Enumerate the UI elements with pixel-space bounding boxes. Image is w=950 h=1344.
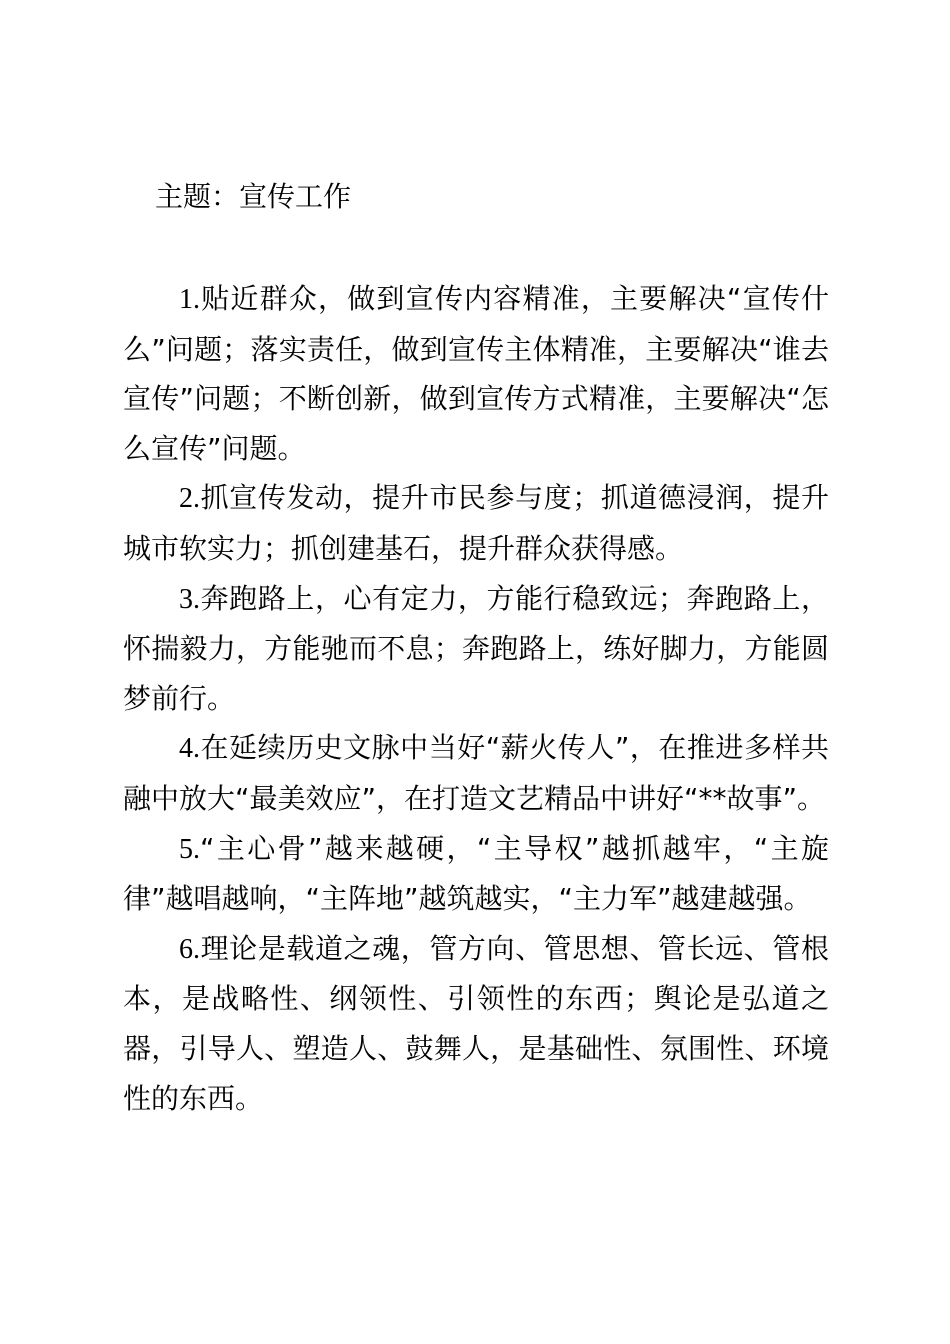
document-title: 主题：宣传工作 [155, 180, 352, 213]
paragraph-number: 5. [179, 833, 200, 865]
document-body [123, 274, 829, 1123]
paragraph-text: “主心骨”越来越硬，“主导权”越抓越牢，“主旋律”越唱越响，“主阵地”越筑越实，“主力军”越建越强。 [123, 831, 829, 916]
paragraph-number: 6. [179, 933, 200, 965]
paragraph-number: 2. [179, 483, 200, 515]
paragraph-text: 贴近群众，做到宣传内容精准，主要解决“宣传什么”问题；落实责任，做到宣传主体精准，主要解决“谁去宣传”问题；不断创新，做到宣传方式精准，主要解决“怎么宣传”问题。 [123, 282, 829, 465]
paragraph-text: 奔跑路上，心有定力，方能行稳致远；奔跑路上，怀揣毅力，方能驰而不息；奔跑路上，练好脚力，方能圆梦前行。 [123, 581, 829, 715]
paragraph-6 [123, 924, 829, 1123]
paragraph-text: 抓宣传发动，提升市民参与度；抓道德浸润，提升城市软实力；抓创建基石，提升群众获得感。 [123, 481, 829, 565]
paragraph-5 [123, 824, 829, 924]
paragraph-1 [123, 274, 829, 473]
paragraph-3 [123, 574, 829, 724]
paragraph-number: 1. [179, 284, 200, 315]
paragraph-text: 在延续历史文脉中当好“薪火传人”，在推进多样共融中放大“最美效应”，在打造文艺精品中讲好“**故事”。 [123, 731, 829, 815]
paragraph-4 [123, 723, 829, 823]
paragraph-2 [123, 473, 829, 573]
paragraph-number: 3. [179, 583, 200, 615]
paragraph-text: 理论是载道之魂，管方向、管思想、管长远、管根本，是战略性、纲领性、引领性的东西；舆论是弘道之器，引导人、塑造人、鼓舞人，是基础性、氛围性、环境性的东西。 [123, 931, 829, 1115]
paragraph-number: 4. [179, 733, 200, 765]
